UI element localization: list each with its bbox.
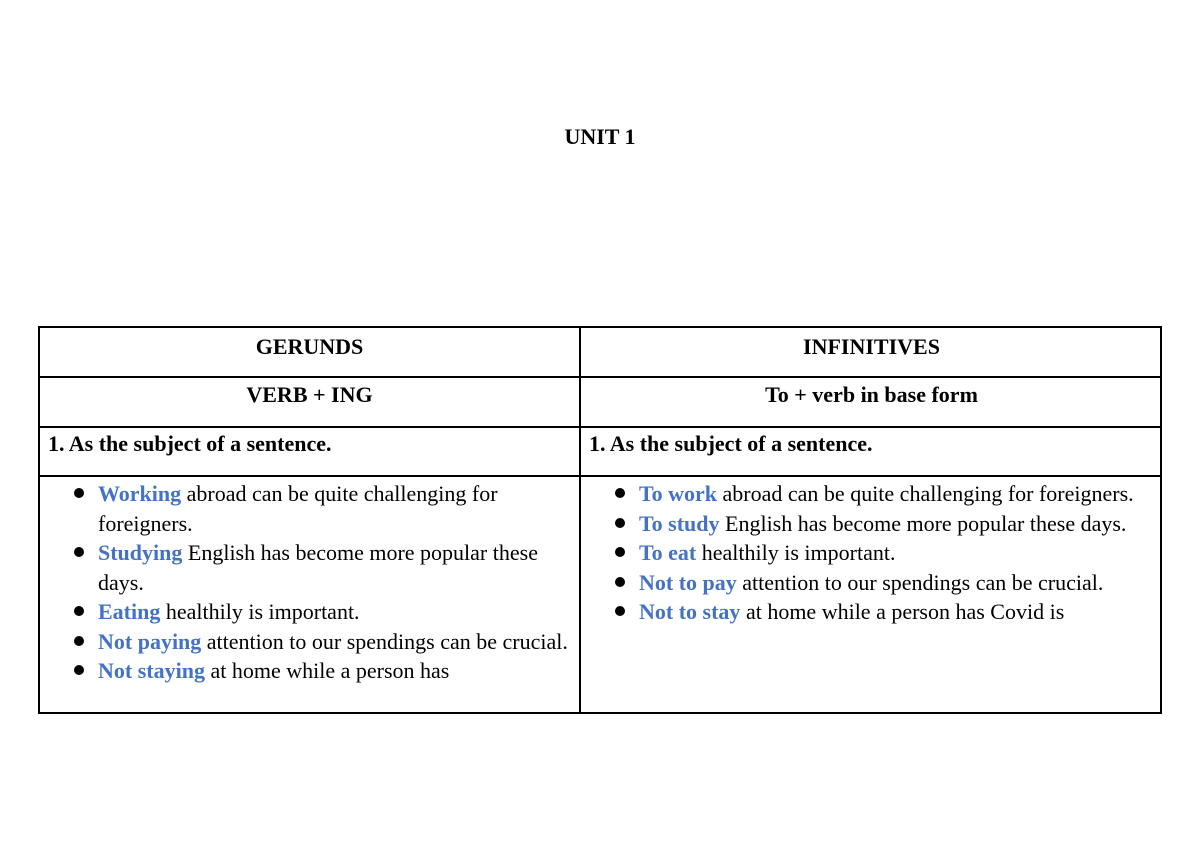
example-item (40, 479, 571, 538)
bullet-icon (615, 518, 625, 528)
page-title: UNIT 1 (564, 124, 636, 149)
example-text: attention to our spendings can be crucial. (201, 628, 568, 654)
example-keyword: Not to stay (639, 599, 741, 624)
example-keyword: Studying (98, 540, 183, 565)
example-keyword: To work (639, 481, 718, 506)
example-item (581, 509, 1154, 539)
example-item (40, 656, 571, 686)
row-divider (40, 426, 1160, 428)
usage-gerunds: 1. As the subject of a sentence. (48, 431, 332, 456)
example-text: healthily is important. (696, 540, 896, 565)
example-item (40, 538, 571, 597)
row-divider (40, 475, 1160, 477)
example-keyword: Eating (98, 599, 161, 624)
examples-infinitives-list (581, 479, 1154, 627)
example-item (581, 538, 1154, 568)
example-text: at home while a person has Covid is (740, 599, 1065, 624)
example-item (581, 479, 1154, 509)
examples-gerunds-list (40, 479, 571, 686)
bullet-icon (74, 488, 84, 498)
bullet-icon (74, 636, 84, 646)
example-text: at home while a person has (204, 658, 450, 683)
example-item (40, 627, 571, 657)
example-item (581, 568, 1154, 598)
example-text: abroad can be quite challenging for foreigners. (717, 481, 1134, 506)
example-keyword: Not paying (98, 628, 202, 654)
form-infinitives: To + verb in base form (765, 382, 978, 407)
example-keyword: Working (98, 481, 182, 506)
example-item (581, 597, 1154, 627)
examples-gerunds-cell (40, 479, 579, 712)
bullet-icon (615, 577, 625, 587)
bullet-icon (74, 665, 84, 675)
example-text: English has become more popular these days. (719, 510, 1127, 536)
bullet-icon (74, 547, 84, 557)
examples-infinitives-cell (581, 479, 1162, 712)
example-keyword: To study (639, 510, 720, 536)
example-text: English has become more popular these days. (98, 540, 538, 595)
gerunds-infinitives-table (38, 326, 1162, 714)
example-item (40, 597, 571, 627)
example-text: abroad can be quite challenging for foreigners. (98, 481, 498, 536)
bullet-icon (615, 547, 625, 557)
example-text: attention to our spendings can be crucial. (736, 569, 1104, 595)
header-infinitives: INFINITIVES (803, 334, 940, 359)
example-keyword: Not staying (98, 658, 205, 683)
example-keyword: Not to pay (639, 569, 737, 595)
row-divider (40, 376, 1160, 378)
header-gerunds: GERUNDS (255, 334, 364, 359)
usage-infinitives: 1. As the subject of a sentence. (589, 431, 873, 456)
example-keyword: To eat (639, 540, 697, 565)
bullet-icon (615, 606, 625, 616)
bullet-icon (74, 606, 84, 616)
bullet-icon (615, 488, 625, 498)
form-gerunds: VERB + ING (246, 382, 373, 407)
example-text: healthily is important. (160, 599, 360, 624)
